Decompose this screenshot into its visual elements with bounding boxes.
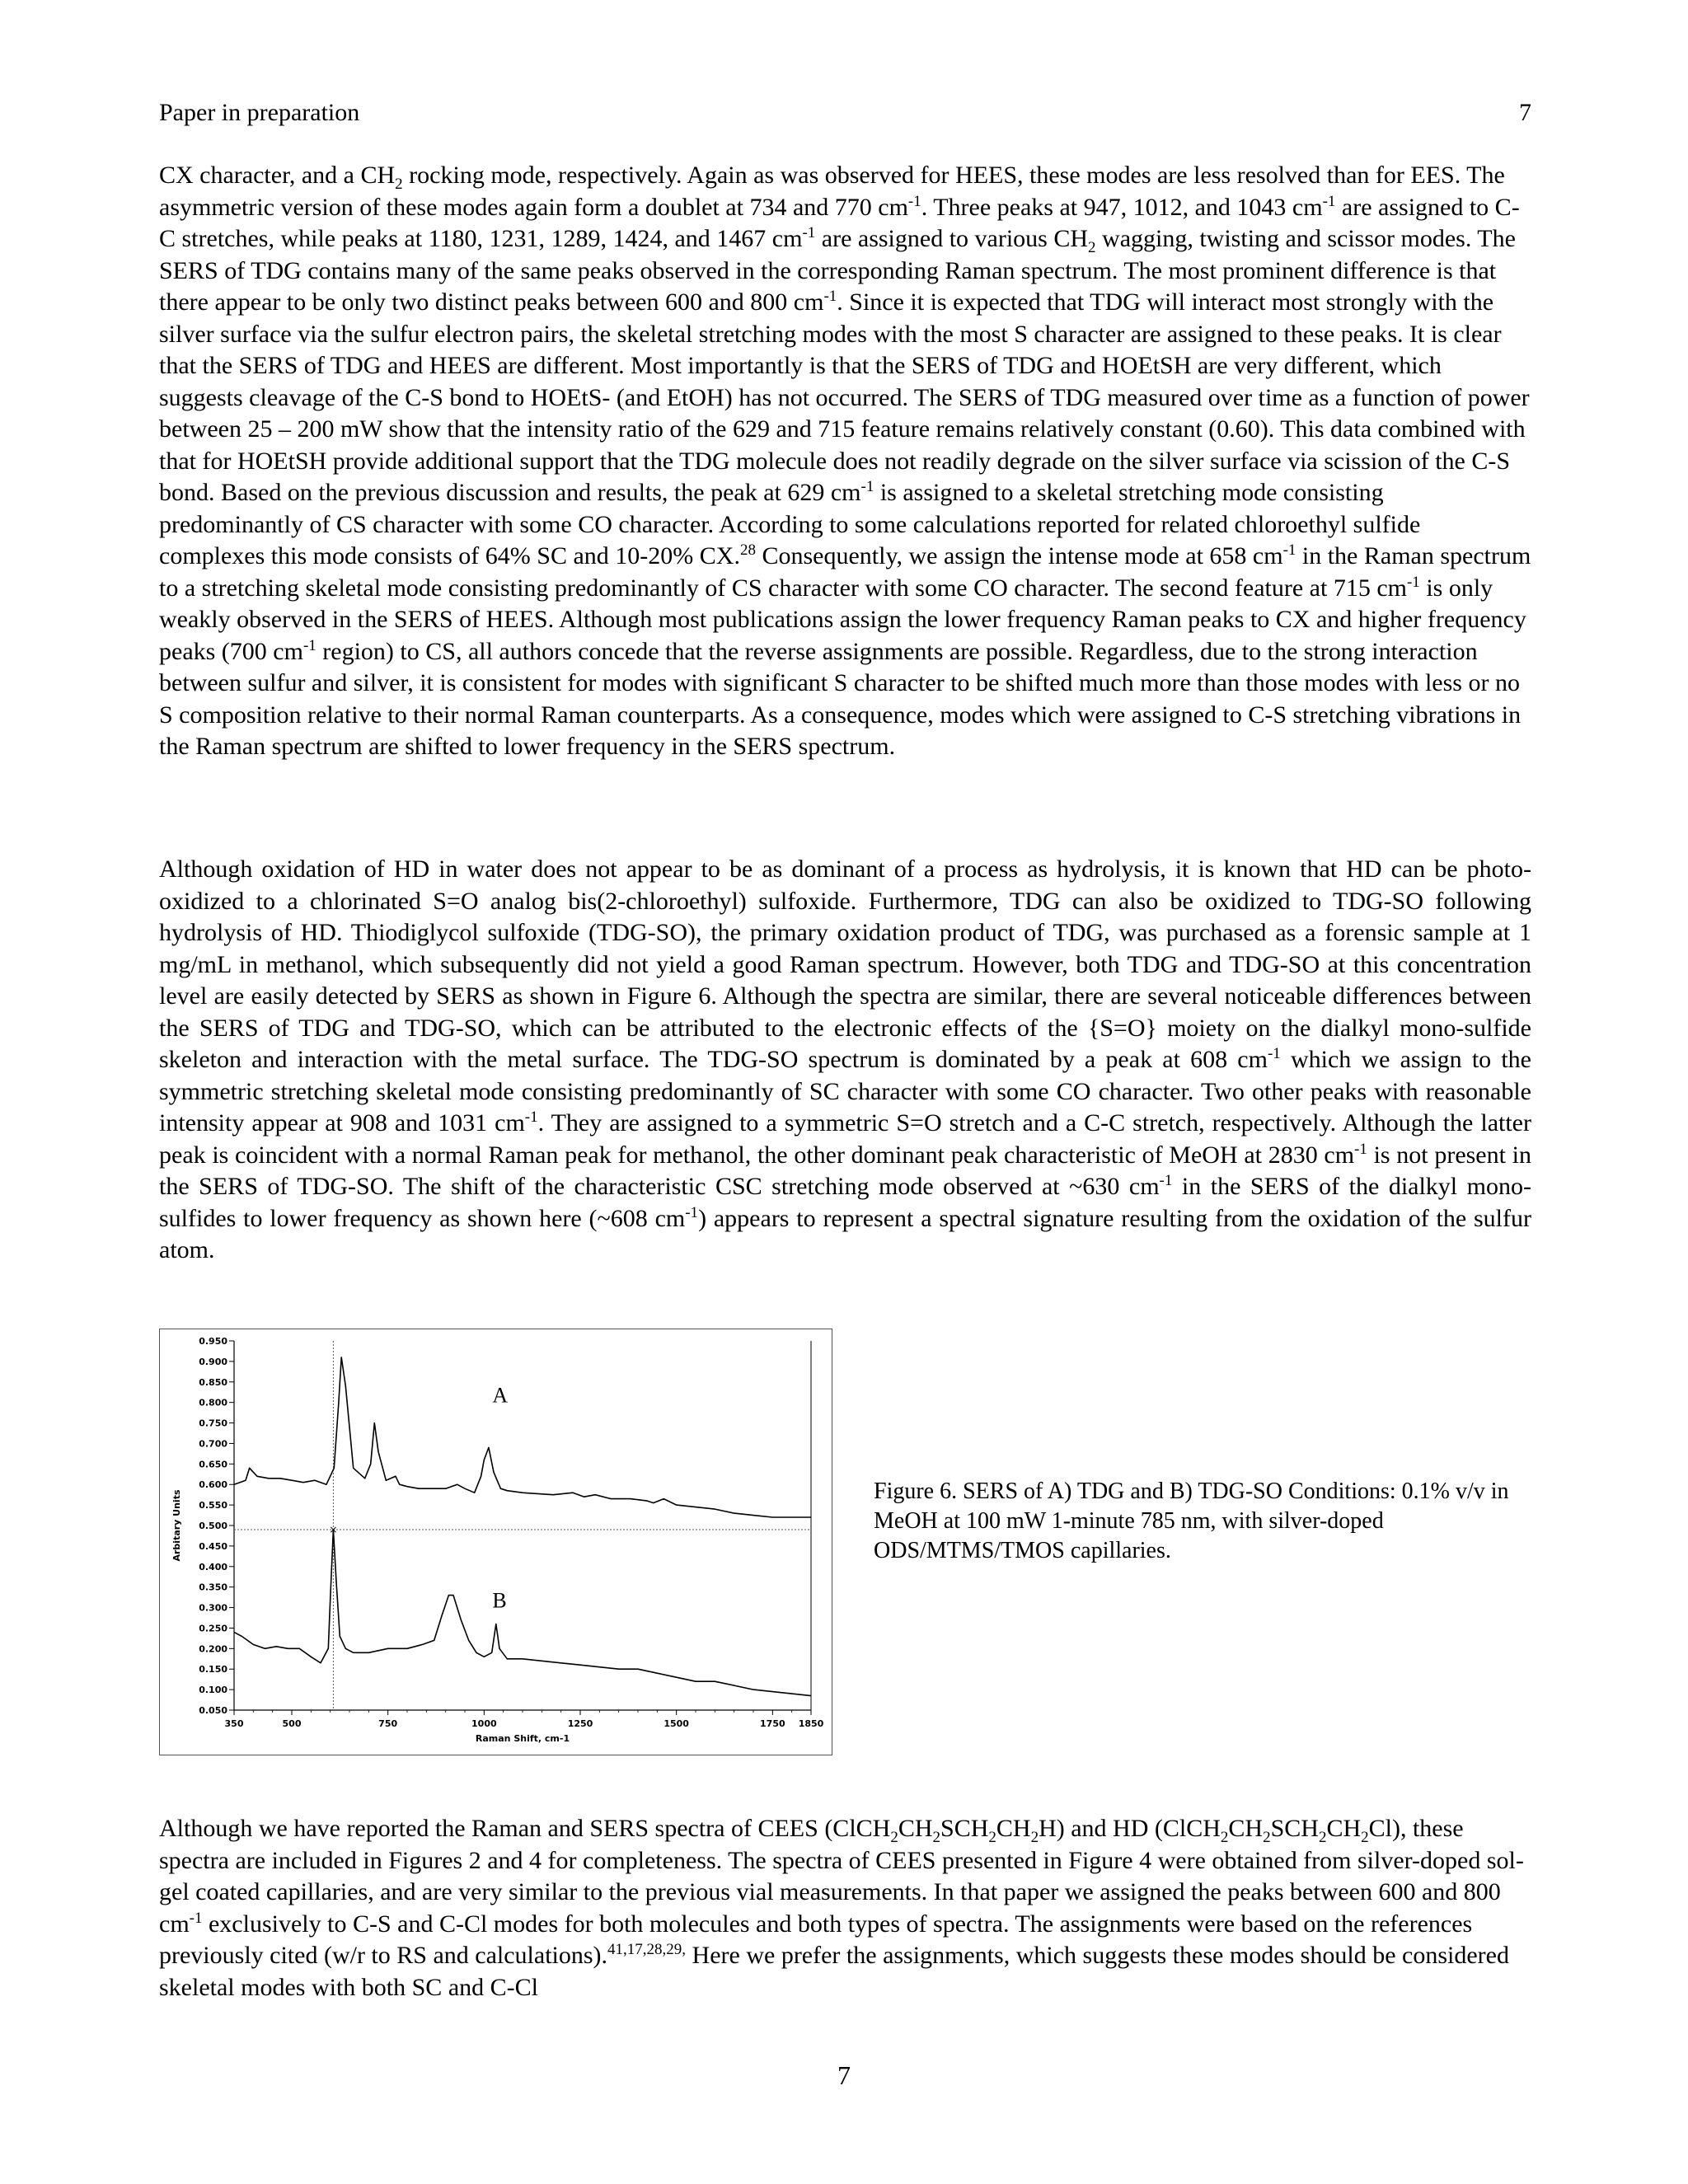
sers-chart bbox=[160, 1329, 833, 1756]
y-tick-label: 0.300 bbox=[199, 1602, 227, 1614]
series-line-A bbox=[234, 1357, 811, 1517]
series-line-B bbox=[234, 1530, 811, 1696]
header-page-number: 7 bbox=[1519, 99, 1531, 126]
x-tick-label: 1250 bbox=[567, 1718, 593, 1729]
y-tick-label: 0.750 bbox=[199, 1418, 227, 1429]
figure-6 bbox=[159, 1329, 832, 1755]
crosshair-marker: × bbox=[329, 1523, 338, 1535]
y-tick-label: 0.200 bbox=[199, 1643, 227, 1655]
x-tick-label: 1000 bbox=[471, 1718, 497, 1729]
y-tick-label: 0.150 bbox=[199, 1664, 227, 1675]
y-tick-label: 0.900 bbox=[199, 1356, 227, 1367]
x-tick-label: 500 bbox=[282, 1718, 302, 1729]
header-title: Paper in preparation bbox=[159, 99, 360, 126]
running-header bbox=[159, 99, 1531, 132]
y-tick-label: 0.550 bbox=[199, 1500, 227, 1511]
y-tick-label: 0.100 bbox=[199, 1685, 227, 1696]
y-axis-label: Arbitary Units bbox=[171, 1489, 182, 1562]
y-tick-label: 0.650 bbox=[199, 1459, 227, 1470]
y-tick-label: 0.850 bbox=[199, 1376, 227, 1388]
x-tick-label: 750 bbox=[378, 1718, 398, 1729]
x-tick-label: 1500 bbox=[663, 1718, 689, 1729]
y-tick-label: 0.950 bbox=[199, 1336, 227, 1347]
y-tick-label: 0.250 bbox=[199, 1623, 227, 1634]
x-tick-label: 1850 bbox=[798, 1718, 824, 1729]
series-annotation: B bbox=[492, 1588, 507, 1613]
y-tick-label: 0.050 bbox=[199, 1705, 227, 1716]
x-tick-label: 1750 bbox=[760, 1718, 785, 1729]
page-number-footer: 7 bbox=[837, 2060, 851, 2090]
y-tick-label: 0.600 bbox=[199, 1479, 227, 1491]
y-tick-label: 0.350 bbox=[199, 1582, 227, 1593]
series-annotation: A bbox=[492, 1383, 509, 1408]
figure-caption: Figure 6. SERS of A) TDG and B) TDG-SO Conditions: 0.1% v/v in MeOH at 100 mW 1-minute 785 nm, with silver-doped ODS/MTMS/TMOS capillaries. bbox=[874, 1479, 1509, 1563]
y-tick-label: 0.500 bbox=[199, 1521, 227, 1531]
paragraph-3: Although we have reported the Raman and SERS spectra of CEES $(ClCH_2CH_2SCH_2CH_2H)$ and HD $(ClCH_2CH_2SCH_2CH_2Cl)$, these spectra are included in Figures 2 and 4 for completeness. The spectra of CEES presented in Figure 4 were obtained from silver-doped sol-gel coated capillaries, and are very similar to the previous vial measurements. In that paper we assigned the peaks between 600 and 800 $cm^{-1}$ exclusively to C-S and C-Cl modes for both molecules and both types of spectra. The assignments were based on the references previously cited (w/r to RS and calculations).$^{41,17,28,29,}$ Here we prefer the assignments, which suggests these modes should be considered skeletal modes with both SC and C-Cl bbox=[159, 1815, 1524, 2001]
paragraph-2: Although oxidation of HD in water does not appear to be as dominant of a process as hydrolysis, it is known that HD can be photo-oxidized to a chlorinated S=O analog bis(2-chloroethyl) sulfoxide. Furthermore, TDG can also be oxidized to TDG-SO following hydrolysis of HD. Thiodiglycol sulfoxide (TDG-SO), the primary oxidation product of TDG, was purchased as a forensic sample at 1 mg/mL in methanol, which subsequently did not yield a good Raman spectrum. However, both TDG and TDG-SO at this concentration level are easily detected by SERS as shown in Figure 6. Although the spectra are similar, there are several noticeable differences between the SERS of TDG and TDG-SO, which can be attributed to the electronic effects of the {S=O} moiety on the dialkyl mono-sulfide skeleton and interaction with the metal surface. The TDG-SO spectrum is dominated by a peak at 608 $cm^{-1}$ which we assign to the symmetric stretching skeletal mode consisting predominantly of SC character with some CO character. Two other peaks with reasonable intensity appear at 908 and 1031 $cm^{-1}$. They are assigned to a symmetric S=O stretch and a C-C stretch, respectively. Although the latter peak is coincident with a normal Raman peak for methanol, the other dominant peak characteristic of MeOH at 2830 $cm^{-1}$ is not present in the SERS of TDG-SO. The shift of the characteristic CSC stretching mode observed at ~630 $cm^{-1}$ in the SERS of the dialkyl mono-sulfides to lower frequency as shown here (~608 $cm^{-1}$) appears to represent a spectral signature resulting from the oxidation of the sulfur atom. bbox=[159, 855, 1531, 1263]
y-tick-label: 0.700 bbox=[199, 1438, 227, 1450]
y-tick-label: 0.450 bbox=[199, 1540, 227, 1552]
paragraph-1: CX character, and a $CH_2$ rocking mode, respectively. Again as was observed for HEES, these modes are less resolved than for EES. The asymmetric version of these modes again form a doublet at 734 and 770 $cm^{-1}$. Three peaks at 947, 1012, and 1043 $cm^{-1}$ are assigned to C-C stretches, while peaks at 1180, 1231, 1289, 1424, and 1467 $cm^{-1}$ are assigned to various $CH_2$ wagging, twisting and scissor modes. The SERS of TDG contains many of the same peaks observed in the corresponding Raman spectrum. The most prominent difference is that there appear to be only two distinct peaks between 600 and 800 $cm^{-1}$. Since it is expected that TDG will interact most strongly with the silver surface via the sulfur electron pairs, the skeletal stretching modes with the most S character are assigned to these peaks. It is clear that the SERS of TDG and HEES are different. Most importantly is that the SERS of TDG and HOEtSH are very different, which suggests cleavage of the C-S bond to HOEtS- (and EtOH) has not occurred. The SERS of TDG measured over time as a function of power between 25 – 200 mW show that the intensity ratio of the 629 and 715 feature remains relatively constant (0.60). This data combined with that for HOEtSH provide additional support that the TDG molecule does not readily degrade on the silver surface via scission of the C-S bond. Based on the previous discussion and results, the peak at 629 $cm^{-1}$ is assigned to a skeletal stretching mode consisting predominantly of CS character with some CO character. According to some calculations reported for related chloroethyl sulfide complexes this mode consists of 64% SC and 10-20% CX.$^{28}$ Consequently, we assign the intense mode at 658 $cm^{-1}$ in the Raman spectrum to a stretching skeletal mode consisting predominantly of CS character with some CO character. The second feature at 715 $cm^{-1}$ is only weakly observed in the SERS of HEES. Although most publications assign the lower frequency Raman peaks to CX and higher frequency peaks (700 $cm^{-1}$ region) to CS, all authors concede that the reverse assignments are possible. Regardless, due to the strong interaction between sulfur and silver, it is consistent for modes with significant S character to be shifted much more than those modes with less or no S composition relative to their normal Raman counterparts. As a consequence, modes which were assigned to C-S stretching vibrations in the Raman spectrum are shifted to lower frequency in the SERS spectrum. bbox=[159, 162, 1531, 760]
x-tick-label: 350 bbox=[224, 1718, 244, 1729]
y-tick-label: 0.800 bbox=[199, 1397, 227, 1408]
y-tick-label: 0.400 bbox=[199, 1561, 227, 1572]
x-axis-label: Raman Shift, cm-1 bbox=[475, 1733, 570, 1744]
